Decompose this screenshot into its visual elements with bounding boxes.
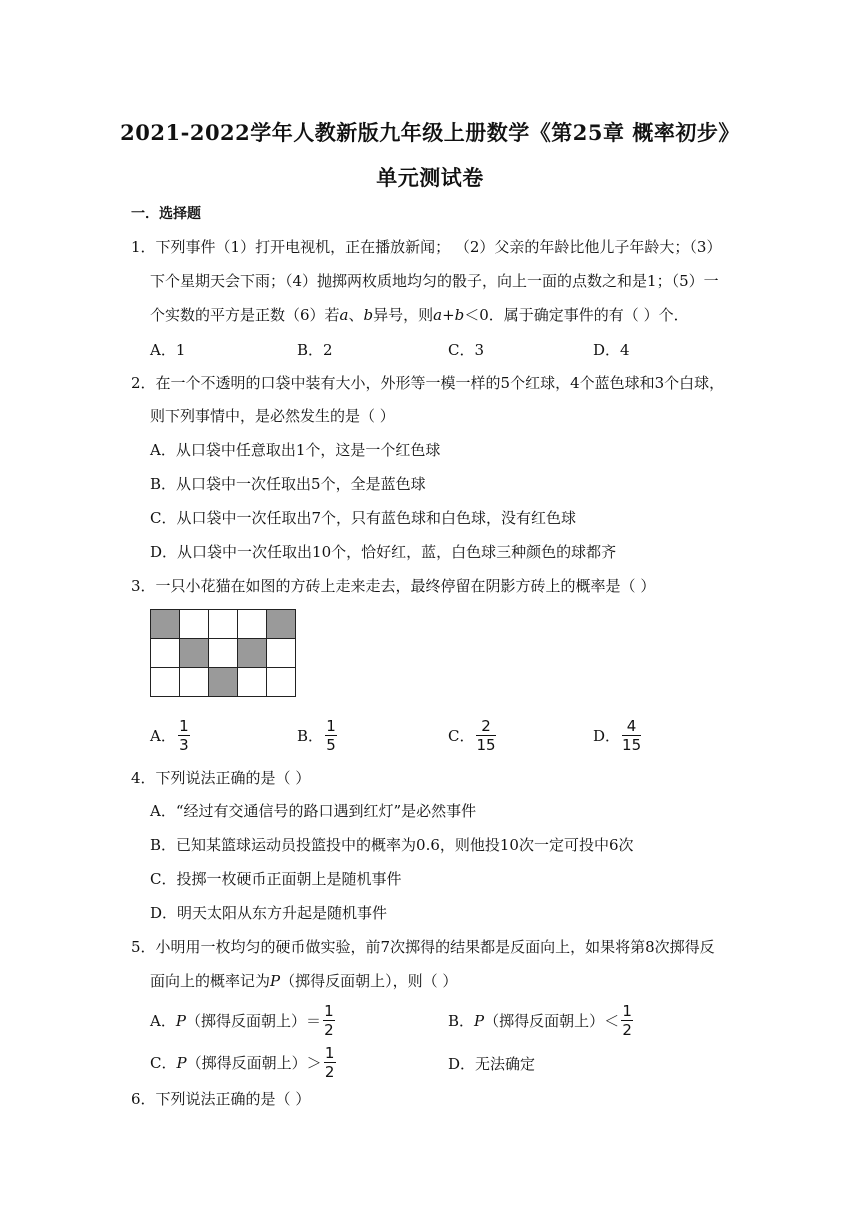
tile [209,610,238,639]
q3-option-a[interactable]: A． $\frac{1}{3}$ [150,717,189,754]
q5-line-1: 5．小明用一枚均匀的硬币做实验，前7次掷得的结果都是反面向上，如果将第8次掷得反 [131,938,715,956]
q6-line-1: 6．下列说法正确的是（ ） [131,1090,311,1108]
q3-line-1: 3．一只小花猫在如图的方砖上走来走去，最终停留在阴影方砖上的概率是（ ） [131,577,656,595]
q1-line-3: 个实数的平方是正数（6）若a、b异号，则a+b＜0．属于确定事件的有（ ）个． [150,306,689,324]
shaded-tile [180,639,209,668]
q5-option-d[interactable]: D．无法确定 [448,1055,536,1073]
q1-line-2: 下个星期天会下雨；（4）抛掷两枚质地均匀的骰子，向上一面的点数之和是1；（5）一 [150,272,719,290]
q2-line-2: 则下列事情中，是必然发生的是（ ） [150,407,395,425]
title-line-1: 2021-2022学年人教新版九年级上册数学《第25章 概率初步》 [120,120,740,145]
q2-option-c[interactable]: C．从口袋中一次任取出7个，只有蓝色球和白色球，没有红色球 [150,509,577,527]
fraction-one-half: $\frac{1}{2}$ [324,1044,335,1081]
tile [267,668,296,697]
title-line-2: 单元测试卷 [376,165,484,190]
q1-option-a[interactable]: A．1 [150,341,186,359]
q2-option-d[interactable]: D．从口袋中一次任取出10个，恰好红，蓝，白色球三种颜色的球都齐 [150,543,617,561]
tile [238,668,267,697]
q3-option-d[interactable]: D． $\frac{4}{15}$ [593,717,642,754]
q1-option-c[interactable]: C．3 [448,341,485,359]
q5-option-a[interactable]: A． P （掷得反面朝上）＝ $\frac{1}{2}$ [150,1002,334,1039]
fraction-one-half: $\frac{1}{2}$ [622,1002,632,1039]
fraction-two-fifteenths: $\frac{2}{15}$ [476,717,496,754]
q4-option-d[interactable]: D．明天太阳从东方升起是随机事件 [150,904,388,922]
q5-option-b[interactable]: B． P （掷得反面朝上）＜ $\frac{1}{2}$ [448,1002,632,1039]
shaded-tile [238,639,267,668]
q4-option-c[interactable]: C．投掷一枚硬币正面朝上是随机事件 [150,870,402,888]
q3-option-b[interactable]: B． $\frac{1}{5}$ [297,717,336,754]
shaded-tile [151,610,180,639]
fraction-one-fifth: $\frac{1}{5}$ [326,717,336,754]
q2-option-b[interactable]: B．从口袋中一次任取出5个，全是蓝色球 [150,475,426,493]
q5-line-2: 面向上的概率记为P（掷得反面朝上），则（ ） [150,972,458,990]
q1-line-1: 1．下列事件（1）打开电视机，正在播放新闻； （2）父亲的年龄比他儿子年龄大；（3） [131,238,722,256]
tile [180,668,209,697]
tile-grid-figure [150,609,296,697]
shaded-tile [267,610,296,639]
shaded-tile [209,668,238,697]
section-heading: 一．选择题 [131,206,201,222]
q5-option-c[interactable]: C． P （掷得反面朝上）＞ $\frac{1}{2}$ [150,1044,335,1081]
q2-option-a[interactable]: A．从口袋中任意取出1个，这是一个红色球 [150,441,441,459]
tile [151,668,180,697]
q4-line-1: 4．下列说法正确的是（ ） [131,769,311,787]
tile [151,639,180,668]
q1-option-b[interactable]: B．2 [297,341,333,359]
fraction-one-third: $\frac{1}{3}$ [179,717,189,754]
q2-line-1: 2．在一个不透明的口袋中装有大小，外形等一模一样的5个红球，4个蓝色球和3个白球， [131,374,725,392]
q4-option-b[interactable]: B．已知某篮球运动员投篮投中的概率为0.6，则他投10次一定可投中6次 [150,836,634,854]
tile [238,610,267,639]
fraction-one-half: $\frac{1}{2}$ [324,1002,334,1039]
q4-option-a[interactable]: A．“经过有交通信号的路口遇到红灯”是必然事件 [150,802,477,820]
tile [180,610,209,639]
tile [267,639,296,668]
q3-option-c[interactable]: C． $\frac{2}{15}$ [448,717,496,754]
q1-option-d[interactable]: D．4 [593,341,630,359]
tile [209,639,238,668]
fraction-four-fifteenths: $\frac{4}{15}$ [622,717,642,754]
